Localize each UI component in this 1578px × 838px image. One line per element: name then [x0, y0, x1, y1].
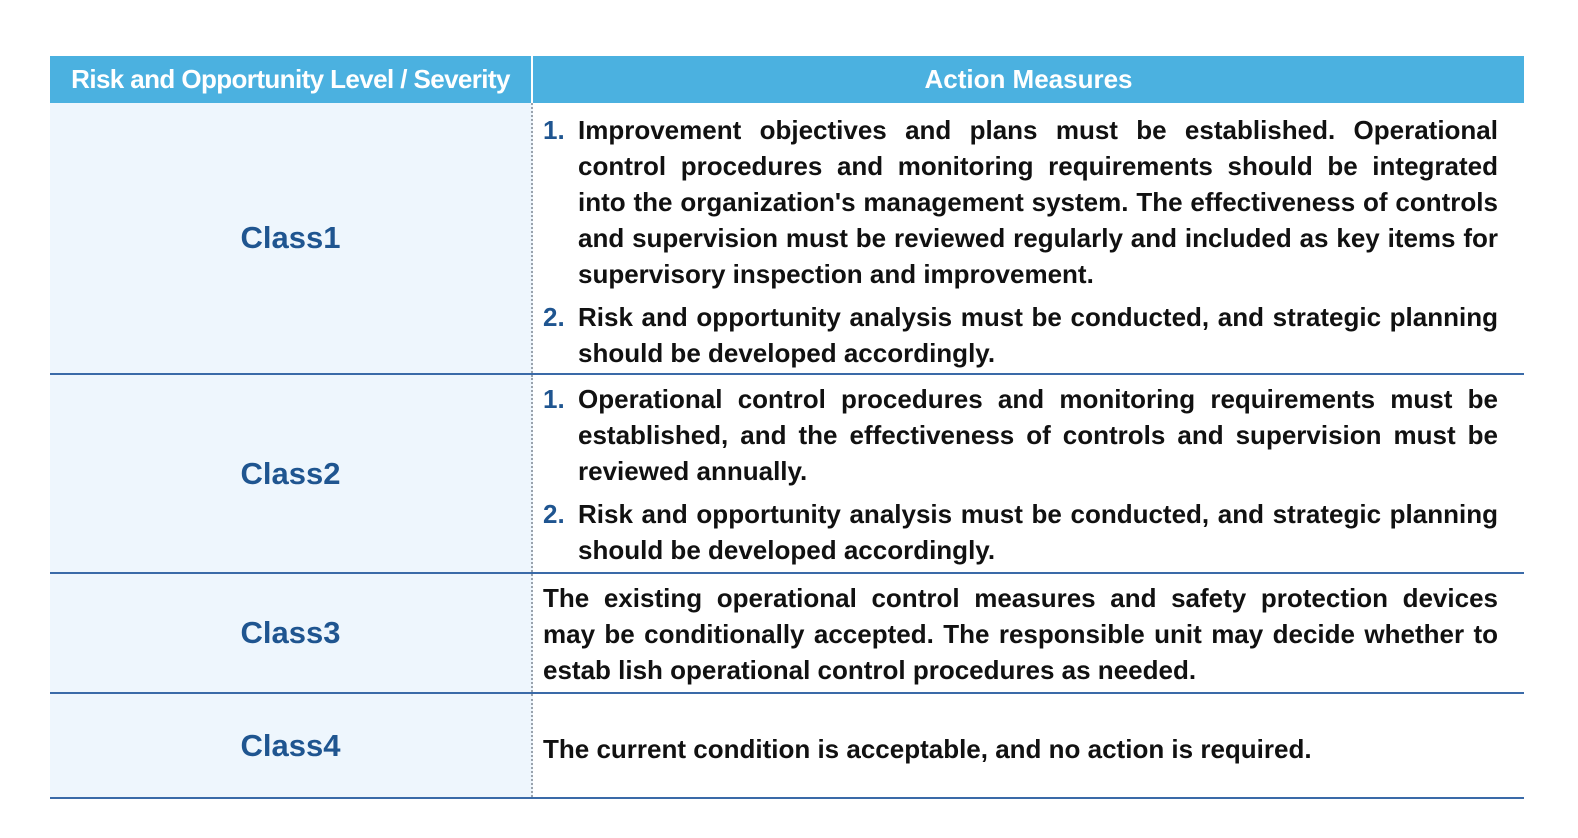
class-label: Class1 — [50, 103, 533, 373]
item-text: Risk and opportunity analysis must be conducted, and strategic planning should be developed accordingly. — [578, 499, 1498, 565]
item-number: 2. — [543, 302, 565, 332]
table-header — [50, 56, 1524, 103]
item-text: Risk and opportunity analysis must be conducted, and strategic planning should be developed accordingly. — [578, 302, 1498, 368]
item-text: Operational control procedures and monitoring requirements must be established, and the effectiveness of controls and supervision must be reviewed annually. — [578, 384, 1498, 486]
action-text: The existing operational control measures and safety protection devices may be conditionally accepted. The responsible unit may decide whether to estab lish operational control procedures as needed. — [543, 583, 1498, 685]
action-text: The current condition is acceptable, and no action is required. — [543, 733, 1312, 764]
item-number: 1. — [543, 115, 565, 145]
table-row — [50, 103, 1524, 375]
action-item — [543, 112, 1498, 292]
action-item — [543, 299, 1498, 371]
action-measures-cell — [533, 103, 1524, 373]
action-measures-cell — [533, 574, 1524, 692]
action-item — [543, 381, 1498, 489]
action-measures-cell — [533, 694, 1524, 797]
table-row — [50, 574, 1524, 694]
table-row — [50, 694, 1524, 799]
action-measures-cell — [533, 375, 1524, 572]
class-label: Class2 — [50, 375, 533, 572]
table-row — [50, 375, 1524, 574]
item-number: 2. — [543, 499, 565, 529]
item-text: Improvement objectives and plans must be established. Operational control procedures and monitoring requirements should be integrated into the organization's management system. The effectiveness of controls and supervision must be reviewed regularly and included as key items for supervisory inspection and improvement. — [578, 115, 1498, 289]
class-label: Class4 — [50, 694, 533, 797]
header-level-severity: Risk and Opportunity Level / Severity — [50, 56, 533, 103]
class-label: Class3 — [50, 574, 533, 692]
item-number: 1. — [543, 384, 565, 414]
header-action-measures: Action Measures — [924, 64, 1133, 94]
risk-action-table — [50, 56, 1524, 799]
action-item — [543, 496, 1498, 568]
